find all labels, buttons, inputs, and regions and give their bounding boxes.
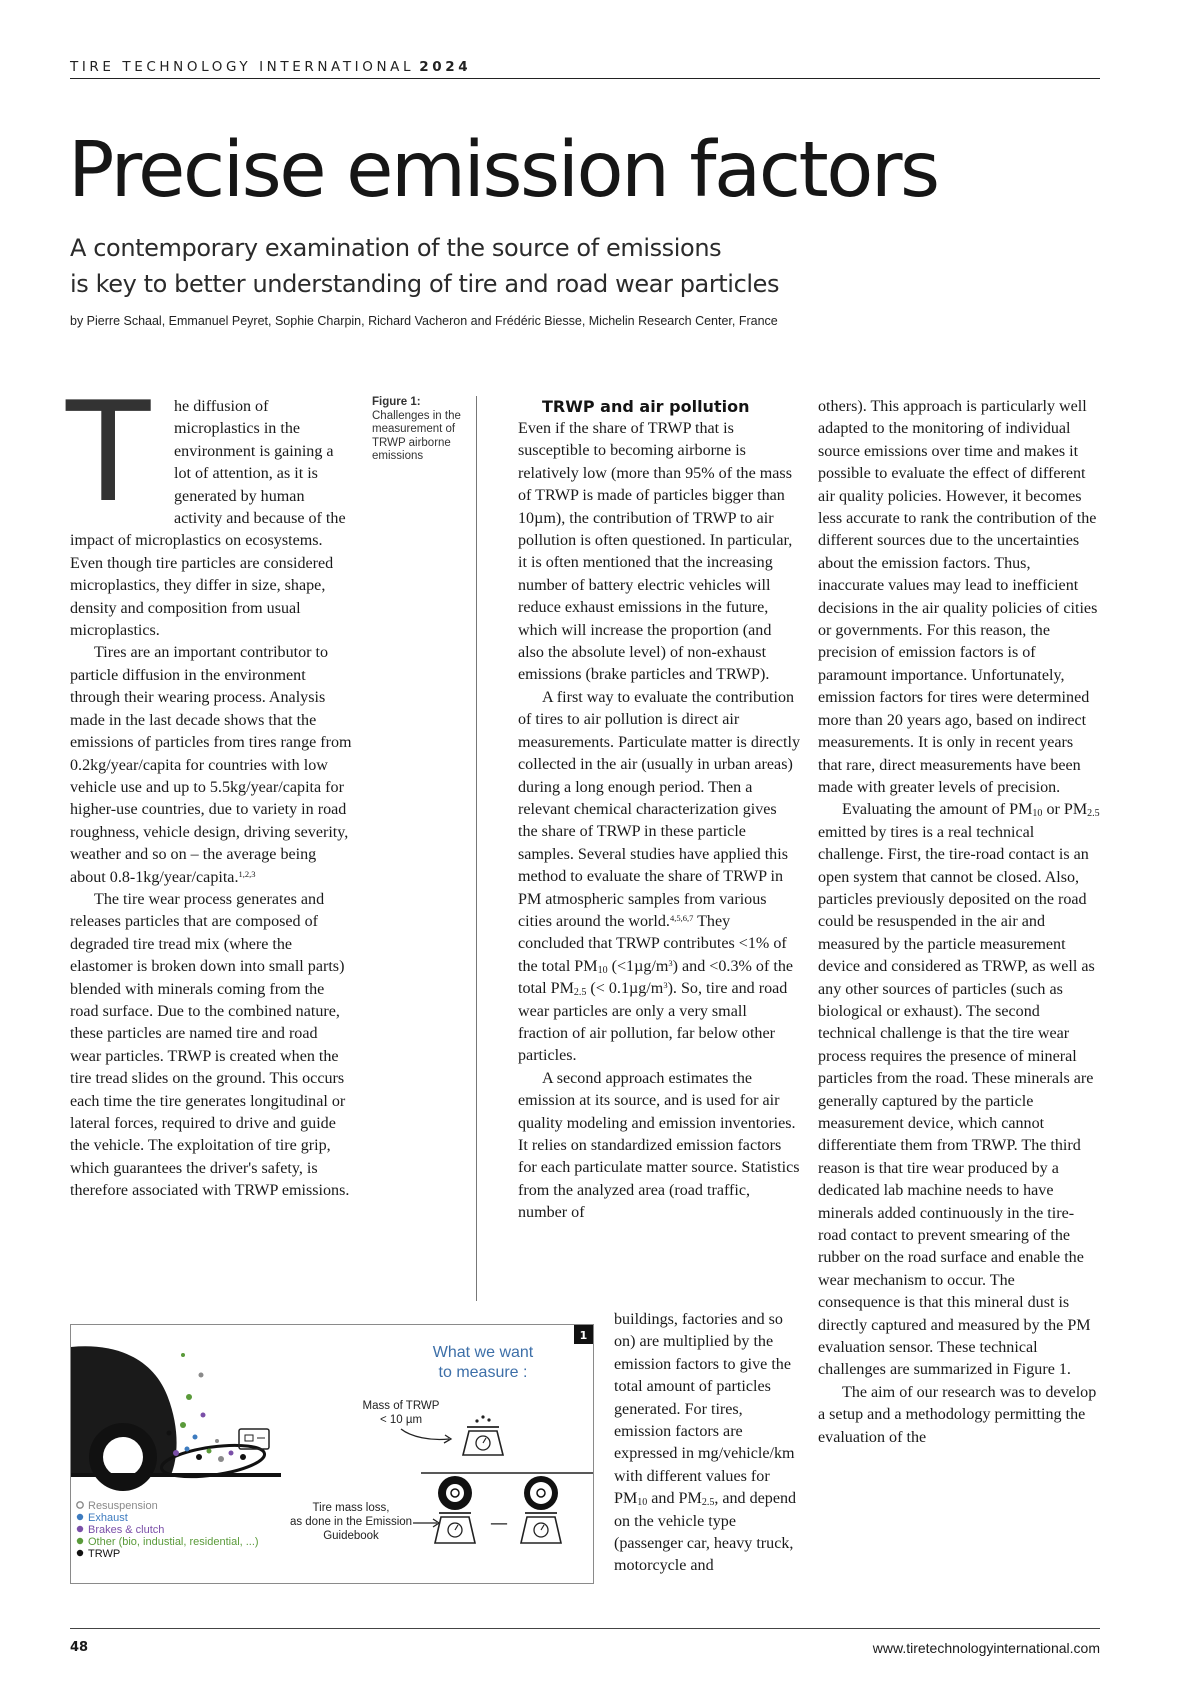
figure-1-illustration — [71, 1325, 593, 1583]
running-header — [70, 56, 1100, 79]
subscript-2-5c: 2.5 — [1087, 808, 1100, 820]
emission-factor-text-1: buildings, factories and so on) are multiplied by the emission factors to give the total amount of particles generated. For tires, emission factors are expressed in mg/vehicle/km with different values for PM — [614, 1311, 795, 1508]
legend-resuspension: Resuspension — [88, 1500, 158, 1512]
subscript-2-5: 2.5 — [573, 987, 587, 999]
legend-brakes-clutch: Brakes & clutch — [88, 1524, 165, 1536]
figure-heading-line-1: What we want — [432, 1344, 534, 1361]
paragraph-monitoring: others). This approach is particularly well adapted to the monitoring of individual source emissions over time and makes it possible to evaluate the effect of different air quality policies. However, it becomes less accurate to rank the contribution of the different sources due to the uncertainties about the emission factors. Thus, inaccurate values may lead to inefficient decisions in the air quality policies of cities or governments. For this reason, the precision of emission factors is of paramount importance. Unfortunately, emission factors for tires were determined more than 20 years ago, based on indirect measurements. It is only in recent years that rare, direct measurements have been made with greater levels of precision. — [818, 398, 1098, 796]
paragraph-second-approach: A second approach estimates the emission at its source, and is used for air quality modeling and emission inventories. It relies on standardized emission factors for each particulate matter source. Statistics from the analyzed area (road traffic, number of — [518, 1069, 800, 1222]
emission-factor-text-2: and PM — [647, 1490, 702, 1508]
legend-marker-trwp — [77, 1550, 83, 1556]
challenge-text-2: or PM — [1042, 801, 1088, 819]
tires-contributor-text: Tires are an important contributor to particle diffusion in the environment through their wearing process. Analysis made in the last decade shows that the emissions of particles from tires range from 0.2kg/year/capita for countries with low vehicle use and up to 5.5kg/year/capita for higher-use countries, due to variety in road roughness, vehicle design, driving severity, weather and so on – the average being about 0.8-1kg/year/capita. — [70, 644, 352, 886]
page-number: 48 — [70, 1640, 89, 1655]
subscript-2-5b: 2.5 — [701, 1497, 715, 1509]
superscript-3: 3 — [668, 957, 673, 968]
conclusion-text-5: ). So, tire and road wear particles are only a very small fraction of air pollution, far below other particles. — [518, 980, 788, 1065]
scale-icon-upper — [463, 1415, 503, 1455]
challenge-text-3: emitted by tires is a real technical challenge. First, the tire-road contact is an open system that cannot be closed. Also, particles previously deposited on the road could be resuspended in the air and measured by the particle measurement device and considered as TRWP, as well as any other sources of particles (such as biological or exhaust). The second technical challenge is that the tire wear process requires the presence of mineral particles from the road. These minerals are generally captured by the particle measurement device, which cannot differentiate them from TRWP. The third reason is that tire wear produced by a dedicated lab machine needs to have minerals added continuously in the tire-road contact to prevent smearing of the rubber on the road surface and enable the wear mechanism to occur. The consequence is that this mineral dust is directly captured and measured by the PM evaluation sensor. These technical challenges are summarized in Figure 1. — [818, 823, 1095, 1379]
challenge-text-1: Evaluating the amount of PM — [842, 801, 1033, 819]
column-1 — [66, 372, 352, 1203]
section-heading-trwp-air-pollution: TRWP and air pollution — [542, 397, 750, 416]
caption-column — [372, 396, 477, 1301]
conclusion-text-2: (<1µg/m — [607, 957, 669, 975]
article-title: Precise emission factors — [68, 126, 938, 215]
conclusion-text-3: ) and <0.3% of the total PM — [518, 957, 794, 998]
caption-label: Figure 1: — [372, 396, 421, 408]
subscript-10b: 10 — [637, 1497, 648, 1509]
superscript-3b: 3 — [663, 980, 668, 991]
subscript-10: 10 — [597, 964, 608, 976]
legend-marker-brakes — [77, 1526, 83, 1532]
legend-other: Other (bio, industial, residential, ...) — [88, 1536, 259, 1548]
magazine-year: 2024 — [419, 59, 472, 75]
column-3 — [518, 396, 800, 1225]
subscript-10c: 10 — [1032, 808, 1043, 820]
paragraph-wear-process: The tire wear process generates and releases particles that are composed of degraded tire tread mix (where the elastomer is broken down into small parts) blended with minerals coming from the road surface. Due to the combined nature, these particles are named tire and road wear particles. TRWP is created when the tire tread slides on the ground. This occurs each time the tire generates longitudinal or lateral forces, required to drive and guide the vehicle. The exploitation of tire grip, which guarantees the driver's safety, is therefore associated with TRWP emissions. — [70, 890, 350, 1200]
figure-1 — [70, 1324, 594, 1584]
paragraph-direct-air-measurements — [518, 687, 800, 1068]
byline: by Pierre Schaal, Emmanuel Peyret, Sophie Charpin, Richard Vacheron and Frédéric Biesse, Michelin Research Center, France — [70, 314, 778, 328]
mass-label-line-1: Mass of TRWP — [362, 1400, 440, 1412]
minus-sign: — — [490, 1513, 508, 1534]
paragraph-technical-challenge — [818, 799, 1100, 1382]
website-link[interactable]: www.tiretechnologyinternational.com — [872, 1640, 1100, 1656]
drop-cap: T — [66, 372, 151, 533]
tire-on-scale-left — [435, 1476, 475, 1543]
standfirst-line-1: A contemporary examination of the source of emissions — [70, 234, 722, 262]
loss-label-line-2: as done in the Emission — [289, 1516, 413, 1528]
emission-factor-text-3: , and depend on the vehicle type (passenger car, heavy truck, motorcycle and — [614, 1490, 797, 1575]
wheel-hub — [103, 1437, 143, 1477]
column-4 — [818, 396, 1100, 1449]
paragraph-research-aim: The aim of our research was to develop a setup and a methodology permitting the evaluation of the — [818, 1383, 1097, 1446]
legend-exhaust: Exhaust — [88, 1512, 128, 1524]
caption-text: Challenges in the measurement of TRWP airborne emissions — [372, 409, 461, 462]
legend-trwp: TRWP — [88, 1548, 121, 1560]
paragraph-second-approach-continued — [614, 1309, 800, 1578]
figure-legend — [77, 1500, 259, 1560]
mass-arrow — [401, 1429, 449, 1440]
legend-marker-other — [77, 1538, 83, 1544]
footer-rule — [70, 1628, 1100, 1629]
loss-label-line-3: Guidebook — [323, 1530, 379, 1542]
standfirst-line-2: is key to better understanding of tire and road wear particles — [70, 270, 780, 298]
paragraph-tires-contributor — [70, 642, 352, 888]
mass-label-line-2: < 10 µm — [379, 1414, 423, 1426]
tire-on-scale-right — [521, 1476, 561, 1543]
figure-heading-line-2: to measure : — [438, 1364, 528, 1381]
loss-label-line-1: Tire mass loss, — [312, 1502, 390, 1514]
conclusion-text-4: (< 0.1µg/m — [586, 980, 664, 998]
direct-measurements-text: A first way to evaluate the contribution of tires to air pollution is direct air measurements. Particulate matter is directly collected in the air (usually in urban areas) during a long enough period. Then a relevant chemical characterization gives the share of TRWP in these particle samples. Several studies have applied this method to evaluate the share of TRWP in PM atmospheric samples from various cities around the world. — [518, 688, 800, 930]
legend-marker-resuspension — [77, 1502, 83, 1508]
reference-4-7: 4,5,6,7 — [669, 912, 694, 923]
paragraph-intro — [66, 372, 352, 642]
magazine-name: TIRE TECHNOLOGY INTERNATIONAL — [70, 59, 415, 75]
legend-marker-exhaust — [77, 1514, 83, 1520]
device-screen — [245, 1435, 253, 1441]
figure-badge: 1 — [579, 1329, 588, 1342]
paragraph-airborne-share: Even if the share of TRWP that is susceptible to becoming airborne is relatively low (more than 95% of the mass of TRWP is made of particles bigger than 10µm), the contribution of TRWP to air pollution is often questioned. In particular, it is often mentioned that the increasing number of battery electric vehicles will reduce exhaust emissions in the future, which will increase the proportion (and also the absolute level) of non-exhaust emissions (brake particles and TRWP). — [518, 420, 793, 684]
figure-caption — [372, 396, 476, 464]
standfirst — [70, 230, 970, 302]
intro-text: he diffusion of microplastics in the environment is gaining a lot of attention, as it is generated by human activity and because of the impact of microplastics on ecosystems. Even though tire particles are considered microplastics, they differ in size, shape, density and composition from usual microplastics. — [70, 398, 346, 640]
column-3-continued — [614, 1309, 800, 1578]
conclusion-text-1: They concluded that TRWP contributes <1% of the total PM — [518, 912, 787, 975]
reference-1-3: 1,2,3 — [238, 868, 256, 879]
